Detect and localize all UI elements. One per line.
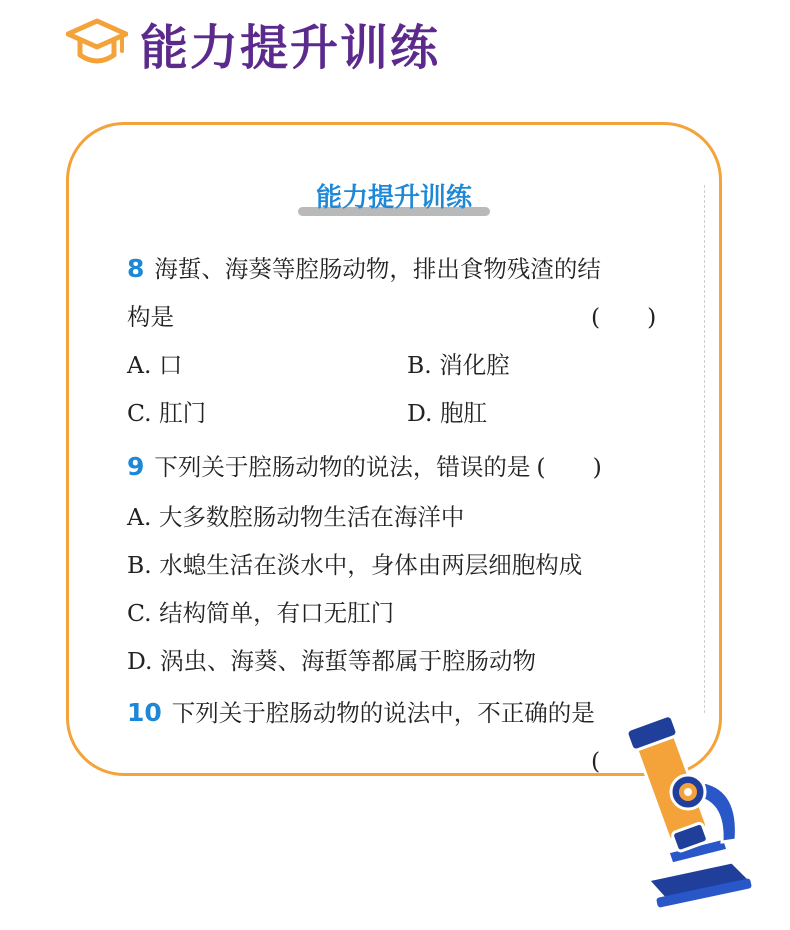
question-9-stem — [127, 449, 602, 485]
question-number: 8 — [127, 254, 145, 283]
graduation-cap-icon — [66, 15, 128, 71]
page-header — [66, 10, 440, 76]
question-number: 10 — [127, 698, 162, 727]
question-8-stem-cont: 构是 — [127, 303, 174, 331]
question-text: 下列关于腔肠动物的说法中，不正确的是 — [171, 699, 595, 727]
option-d[interactable]: D. 胞肛 — [407, 399, 487, 427]
option-c[interactable]: C. 肛门 — [127, 399, 207, 427]
question-10-stem — [127, 695, 595, 731]
option-b[interactable]: B. 水螅生活在淡水中，身体由两层细胞构成 — [127, 551, 583, 579]
question-text: 海蜇、海葵等腔肠动物，排出食物残渣的结 — [154, 255, 601, 283]
option-c[interactable]: C. 结构简单，有口无肛门 — [127, 599, 395, 627]
exercise-card — [66, 122, 722, 776]
answer-bracket: ( ) — [536, 453, 602, 481]
question-8-stem — [127, 251, 601, 287]
microscope-icon — [612, 712, 762, 910]
option-a[interactable]: A. 口 — [127, 351, 183, 379]
margin-line — [704, 185, 705, 713]
page-title: 能力提升训练 — [140, 19, 441, 76]
option-b[interactable]: B. 消化腔 — [407, 351, 510, 379]
section-subtitle: 能力提升训练 — [308, 177, 480, 214]
option-d[interactable]: D. 涡虫、海葵、海蜇等都属于腔肠动物 — [127, 647, 536, 675]
answer-bracket: ( — [591, 747, 601, 775]
question-number: 9 — [127, 452, 145, 481]
option-a[interactable]: A. 大多数腔肠动物生活在海洋中 — [127, 503, 465, 531]
question-text: 下列关于腔肠动物的说法，错误的是 — [154, 453, 531, 481]
answer-bracket: ( ) — [591, 303, 657, 331]
